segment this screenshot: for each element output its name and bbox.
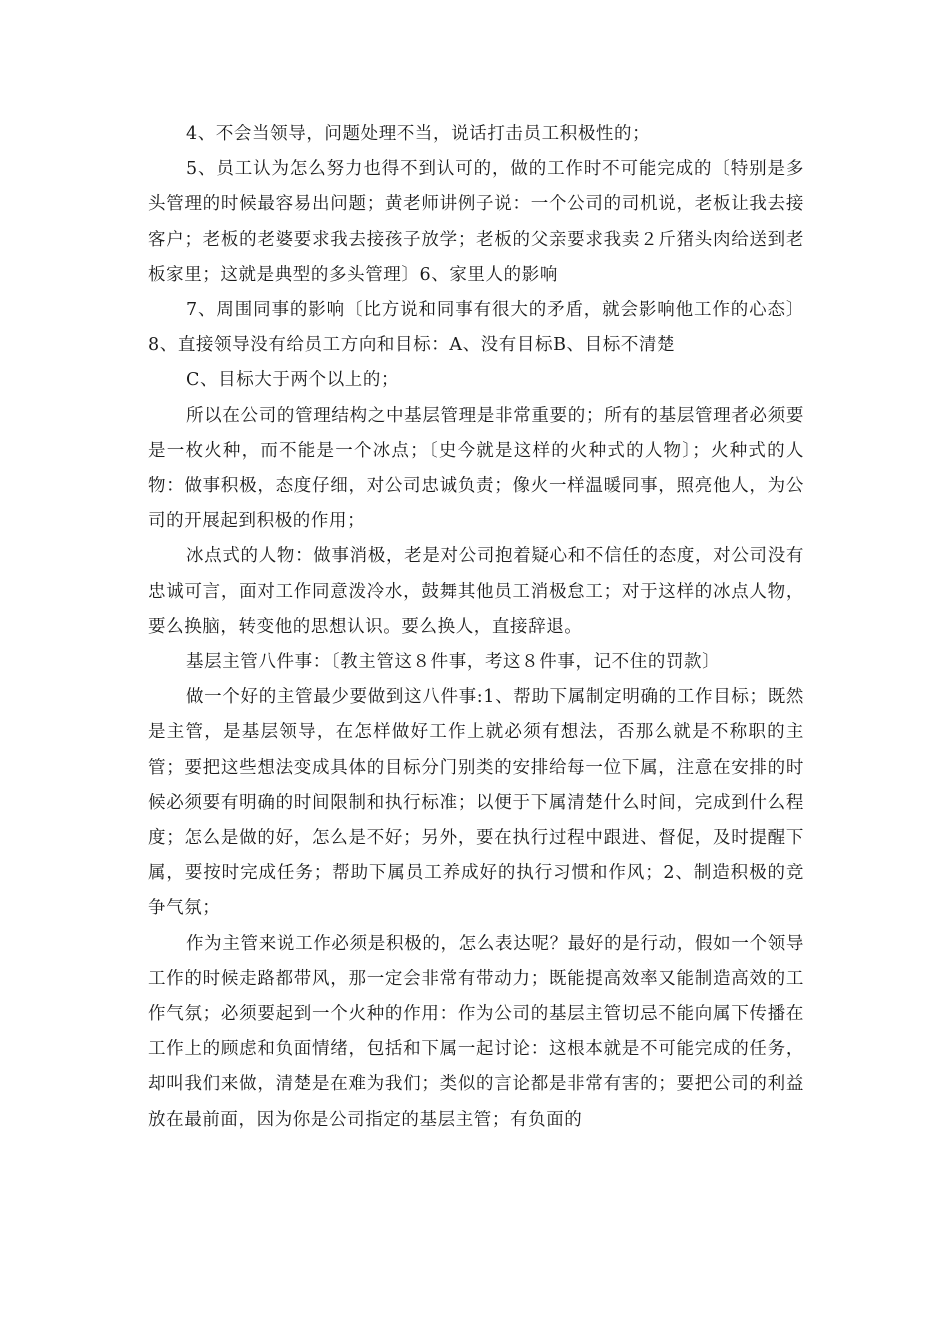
paragraph-eight-things-heading: 基层主管八件事：〔教主管这８件事，考这８件事，记不住的罚款〕 — [186, 652, 721, 673]
paragraph-supervisor-attitude: 作为主管来说工作必须是积极的，怎么表达呢？最好的是行动，假如一个领导工作的时候走路都带风，那一定会非常有带动力；既能提高效率又能制造高效的工作气氛；必须要起到一个火种的作用：作为公司的基层主管切忌不能向属下传播在工作上的顾虑和负面情绪，包括和下属一起讨论：这根本就是不可能完成的任务，却叫我们来做，清楚是在难为我们；类似的言论都是非常有害的；要把公司的利益放在最前面，因为你是公司指定的基层主管；有负面的 — [148, 933, 804, 1130]
paragraph-item-c: C、目标大于两个以上的； — [186, 370, 400, 391]
paragraph-ice-type: 冰点式的人物：做事消极，老是对公司抱着疑心和不信任的态度，对公司没有忠诚可言，面对工作同意泼冷水，鼓舞其他员工消极怠工；对于这样的冰点人物，要么换脑，转变他的思想认识。要么换人，直接辞退。 — [148, 546, 804, 637]
paragraph-item-5-6: 5、员工认为怎么努力也得不到认可的，做的工作时不可能完成的〔特别是多头管理的时候最容易出问题；黄老师讲例子说：一个公司的司机说，老板让我去接客户；老板的老婆要求我去接孩子放学；老板的父亲要求我卖２斤猪头肉给送到老板家里；这就是典型的多头管理〕6、家里人的影响 — [148, 159, 804, 285]
paragraph-fire-type: 所以在公司的管理结构之中基层管理是非常重要的；所有的基层管理者必须要是一枚火种，而不能是一个冰点；〔史今就是这样的火种式的人物〕；火种式的人物：做事积极，态度仔细，对公司忠诚负责；像火一样温暖同事，照亮他人，为公司的开展起到积极的作用； — [148, 405, 804, 532]
document-body — [148, 117, 804, 1138]
paragraph-item-7-8: 7、周围同事的影响〔比方说和同事有很大的矛盾，就会影响他工作的心态〕8、直接领导没有给员工方向和目标：A、没有目标B、目标不清楚 — [148, 300, 804, 356]
paragraph-item-4: 4、不会当领导，问题处理不当，说话打击员工积极性的； — [186, 124, 651, 144]
paragraph-eight-things-1-2: 做一个好的主管最少要做到这八件事:1、帮助下属制定明确的工作目标；既然是主管，是基层领导，在怎样做好工作上就必须有想法，否那么就是不称职的主管；要把这些想法变成具体的目标分门别类的安排给每一位下属，注意在安排的时候必须要有明确的时间限制和执行标准；以便于下属清楚什么时间，完成到什么程度；怎么是做的好，怎么是不好；另外，要在执行过程中跟进、督促，及时提醒下属，要按时完成任务；帮助下属员工养成好的执行习惯和作风；2、制造积极的竞争气氛； — [148, 687, 804, 919]
